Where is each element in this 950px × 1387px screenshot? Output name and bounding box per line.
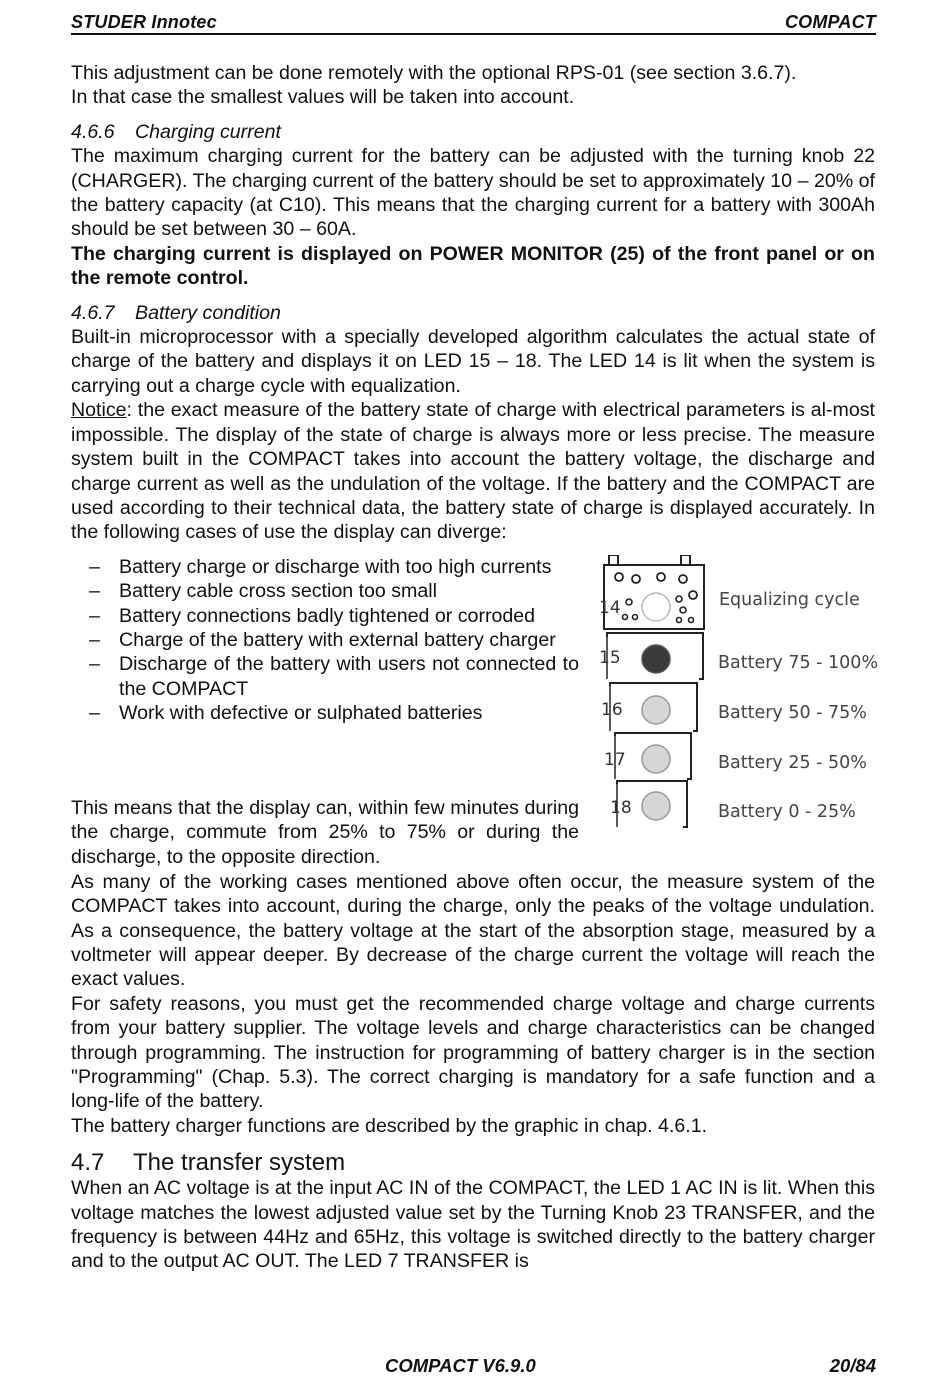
battery-led-icon [604,733,691,779]
led-number-14: 14 [599,597,621,618]
divergence-cases-list [71,555,579,726]
charging-current-note [71,242,875,291]
led-label-equalizing: Equalizing cycle [719,589,860,610]
footer-page-number: 20/84 [829,1355,876,1376]
section-heading-4-7 [71,1150,875,1176]
led-number-17: 17 [604,749,626,770]
notice-paragraph [71,398,875,544]
notice-label: Notice [71,399,127,422]
list-item-text: Battery charge or discharge with too high currents [119,555,552,578]
page-header [71,11,876,35]
list-item-text: Battery connections badly tightened or corroded [119,604,536,627]
footer-version: COMPACT V6.9.0 [385,1355,536,1376]
intro-line-2: In that case the smallest values will be taken into account. [71,86,575,109]
led-number-16: 16 [601,699,623,720]
section-title: The transfer system [133,1149,346,1177]
bullet-dash: – [89,580,100,603]
display-commute-paragraph: This means that the display can, within few minutes during the charge, commute from 25% to 75% or during the discharge, to the opposite direction. [71,796,579,868]
list-item [71,628,579,652]
bold-note: The charging current is displayed on POWER MONITOR (25) of the front panel or on the remote control. [71,242,875,290]
bullet-dash: – [89,702,100,725]
battery-led-icon [601,683,697,731]
battery-led-icon [610,781,687,827]
list-item [71,652,579,701]
led-number-18: 18 [610,797,632,818]
section-number: 4.6.7 [71,301,115,324]
led-label-25-50: Battery 25 - 50% [718,752,867,773]
peak-measure-paragraph: As many of the working cases mentioned above often occur, the measure system of the COMPACT takes into account, during the charge, only the peaks of the voltage undulation. As a consequence, the battery voltage at the start of the absorption stage, measured by a voltmeter will appear deeper. By decrease of the charge current the voltage will reach the exact values. [71,870,875,991]
safety-paragraph: For safety reasons, you must get the recommended charge voltage and charge currents from your battery supplier. The voltage levels and charge characteristics can be changed through programming. The instruction for programming of battery charger is in the section "Programming" (Chap. 5.3). The correct charging is mandatory for a safe function and a long-life of the battery. [71,992,875,1113]
section-number: 4.7 [71,1149,105,1177]
header-product: COMPACT [784,12,876,32]
bullets-and-figure [71,555,879,870]
section-title: Battery condition [135,301,281,324]
page-content [71,61,879,1274]
intro-line-1: This adjustment can be done remotely with the optional RPS-01 (see section 3.6.7). [71,62,797,84]
section-heading-4-6-6 [71,120,875,144]
list-item [71,579,579,603]
notice-body: : the exact measure of the battery state of charge with electrical parameters is al-most impossible. The display of the state of charge is always more or less precise. The measure system built in the COMPACT takes into account the battery voltage, the discharge and charge current as well as the undulation of the voltage. If the battery and the COMPACT are used according to their technical data, the battery state of charge is displayed accurately. In the following cases of use the display can diverge: [71,399,875,544]
battery-condition-paragraph: Built-in microprocessor with a specially developed algorithm calculates the actual state of charge of the battery and displays it on LED 15 – 18. The LED 14 is lit when the system is carrying out a charge cycle with equalization. [71,326,875,397]
list-item-text: Work with defective or sulphated batteries [119,702,483,725]
led-label-75-100: Battery 75 - 100% [718,652,879,673]
bullet-dash: – [89,604,100,627]
section-title: Charging current [135,120,281,143]
list-item [71,555,579,579]
bullet-dash: – [89,555,100,578]
list-item-text: Battery cable cross section too small [119,580,437,603]
section-heading-4-6-7 [71,301,875,325]
transfer-system-paragraph: When an AC voltage is at the input AC IN of the COMPACT, the LED 1 AC IN is lit. When this voltage matches the lowest adjusted value set by the Turning Knob 23 TRANSFER, and the frequency is between 44Hz and 65Hz, this voltage is switched directly to the battery charger and to the output AC OUT. The LED 7 TRANSFER is [71,1177,875,1273]
led-label-0-25: Battery 0 - 25% [718,801,856,822]
list-item [71,701,579,725]
section-number: 4.6.6 [71,120,115,143]
bullet-dash: – [89,653,100,676]
intro-paragraph [71,61,875,110]
list-item-text: Charge of the battery with external battery charger [119,628,556,651]
list-item-text: Discharge of the battery with users not connected to the COMPACT [119,653,579,700]
battery-led-icon [599,633,703,679]
equalizing-led-icon [599,555,704,629]
graphic-reference-paragraph: The battery charger functions are described by the graphic in chap. 4.6.1. [71,1114,708,1137]
page-footer [71,1355,876,1379]
led-number-15: 15 [599,647,621,668]
list-item [71,604,579,628]
header-company: STUDER Innotec [71,12,217,32]
charging-current-paragraph: The maximum charging current for the battery can be adjusted with the turning knob 22 (CHARGER). The charging current of the battery should be set to approximately 10 – 20% of the battery capacity (at C10). This means that the charging current for a battery with 300Ah should be set between 30 – 60A. [71,145,875,241]
led-label-50-75: Battery 50 - 75% [718,702,867,723]
led-indicator-figure [599,555,879,845]
bullet-dash: – [89,628,100,651]
